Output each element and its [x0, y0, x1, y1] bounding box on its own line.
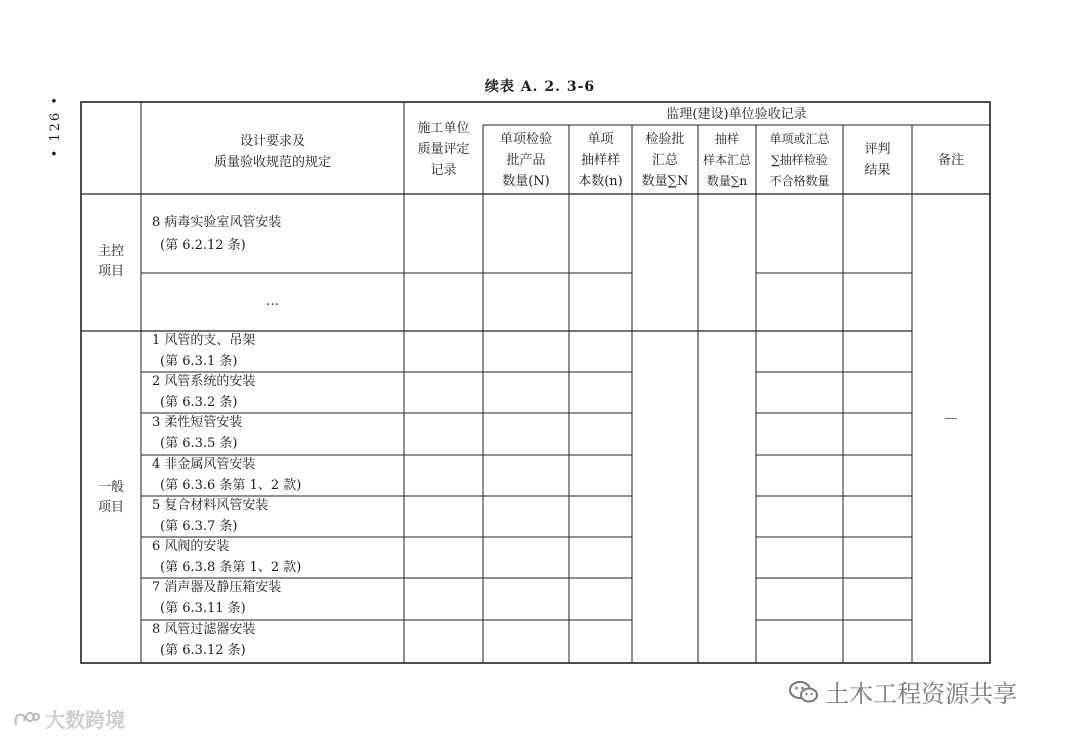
header-construction-record: 施工单位 质量评定 记录	[417, 121, 470, 178]
watermark-left-text: 大数跨境	[45, 708, 126, 732]
table-caption: 续表 A. 2. 3-6	[484, 79, 596, 95]
header-single-sample-count: 单项 抽样样 本数(n)	[578, 132, 623, 189]
general-item-clause: (第 6.3.7 条)	[160, 519, 238, 534]
general-item-title: 6 风阀的安装	[152, 539, 230, 554]
general-item-title: 2 风管系统的安装	[152, 374, 256, 389]
general-item-title: 3 柔性短管安装	[152, 415, 243, 430]
header-design-requirements: 设计要求及 质量验收规范的规定	[213, 134, 331, 170]
general-item-clause: (第 6.3.6 条第 1、2 款)	[160, 478, 302, 493]
general-item-title: 5 复合材料风管安装	[152, 498, 269, 513]
header-sample-total: 抽样 样本汇总 数量∑n	[702, 132, 751, 188]
wechat-icon	[788, 678, 820, 706]
main-item-ellipsis: …	[266, 294, 279, 309]
header-result: 评判 结果	[864, 142, 891, 178]
header-supervision-group: 监理(建设)单位验收记录	[666, 107, 807, 122]
general-item-clause: (第 6.3.1 条)	[160, 354, 238, 369]
general-item-clause: (第 6.3.11 条)	[160, 601, 246, 616]
group-main-control: 主控 项目	[97, 244, 124, 279]
watermark-right	[788, 674, 1017, 709]
header-single-batch-count: 单项检验 批产品 数量(N)	[499, 132, 552, 189]
general-item-title: 7 消声器及静压箱安装	[152, 580, 282, 595]
watermark-right-text: 土木工程资源共享	[825, 680, 1018, 708]
general-item-clause: (第 6.3.8 条第 1、2 款)	[160, 560, 302, 575]
main-item-clause: (第 6.2.12 条)	[160, 238, 246, 253]
group-general: 一般 项目	[97, 480, 124, 515]
main-item-title: 8 病毒实验室风管安装	[152, 215, 282, 230]
general-item-clause: (第 6.3.5 条)	[160, 436, 238, 451]
page-number: • 126 •	[48, 95, 63, 158]
remark-value: —	[944, 411, 958, 426]
header-remark: 备注	[937, 153, 964, 168]
general-item-title: 1 风管的支、吊架	[152, 333, 256, 348]
header-batch-total: 检验批 汇总 数量∑N	[641, 132, 689, 189]
watermark-left	[12, 704, 125, 733]
general-item-clause: (第 6.3.12 条)	[160, 643, 246, 658]
general-item-clause: (第 6.3.2 条)	[160, 395, 238, 410]
brand-logo-icon	[12, 709, 40, 729]
general-item-title: 8 风管过滤器安装	[152, 622, 256, 637]
header-fail-count: 单项或汇总 ∑抽样检验 不合格数量	[769, 132, 830, 188]
general-item-title: 4 非金属风管安装	[152, 457, 256, 472]
